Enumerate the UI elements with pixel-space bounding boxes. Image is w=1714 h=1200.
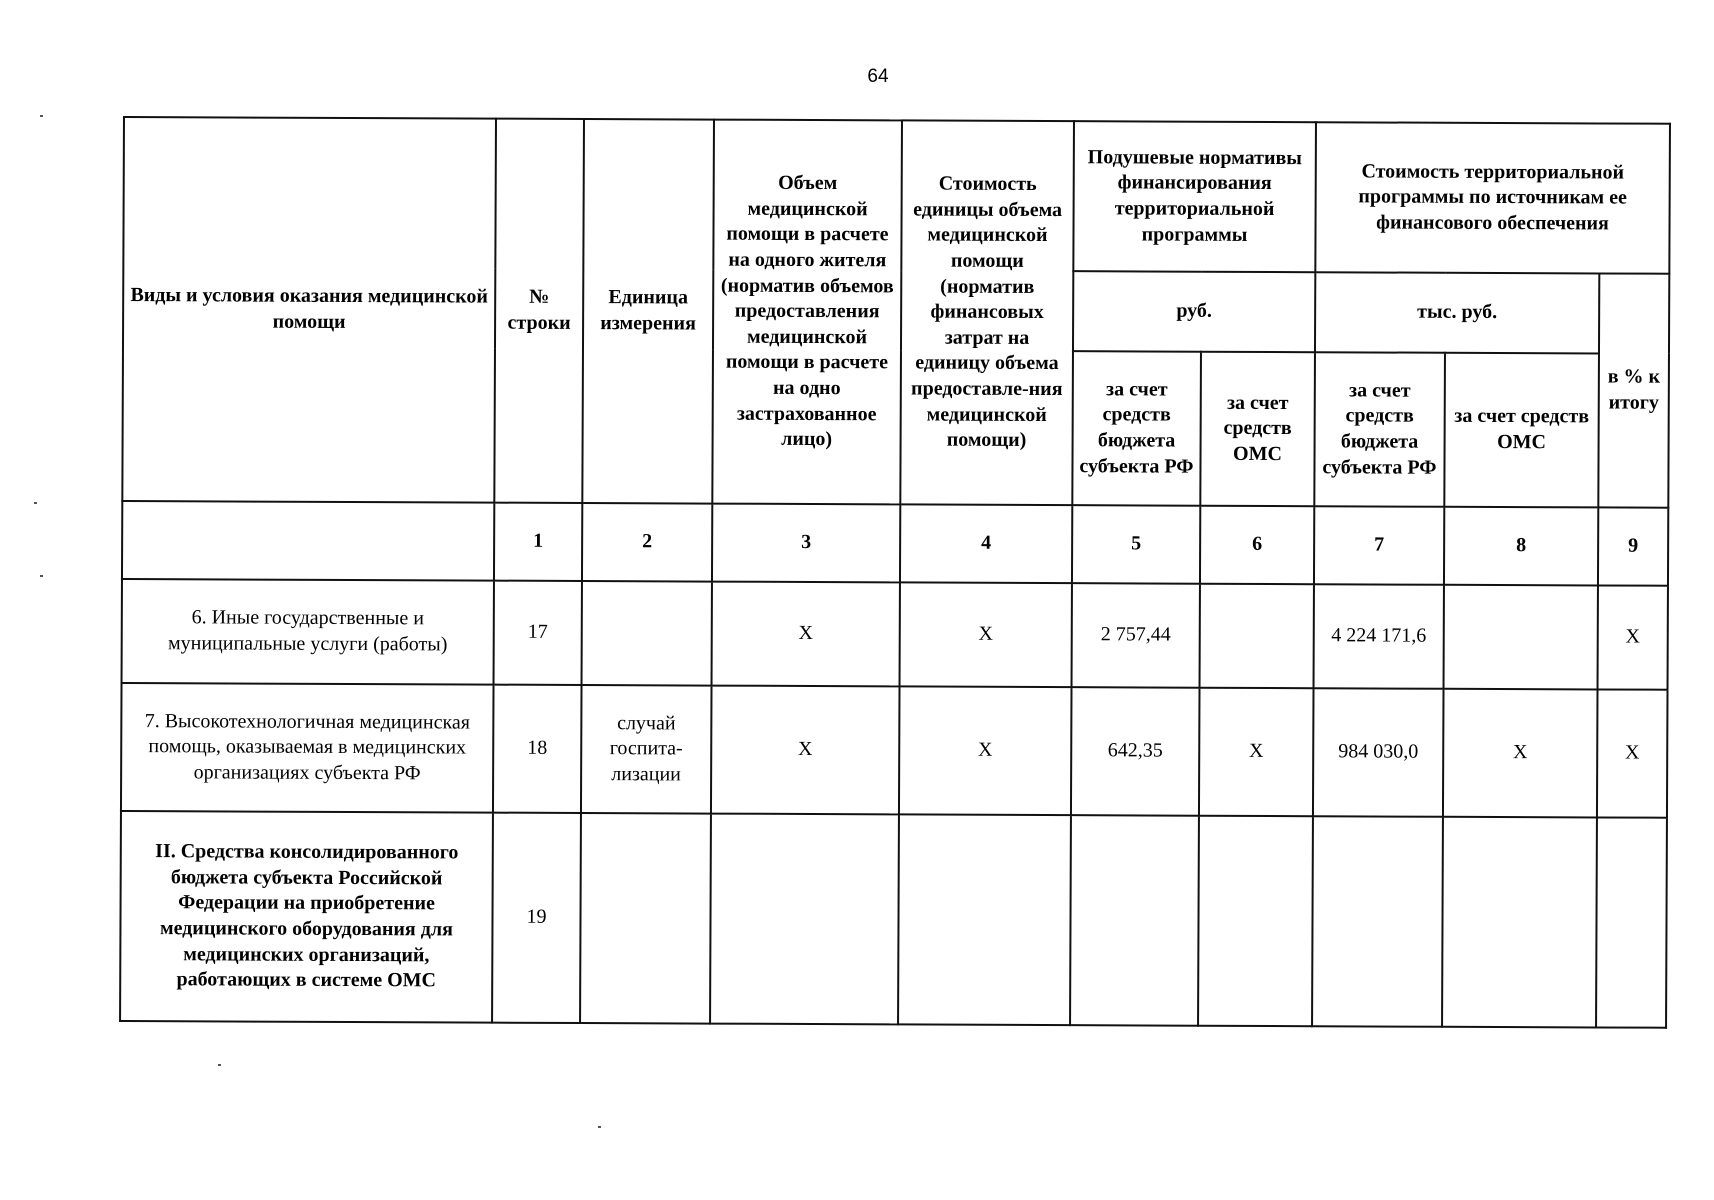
financing-table — [119, 116, 1671, 1029]
row-number: 18 — [493, 685, 582, 813]
header-per-capita-group: Подушевые нормативы финансирования территориальной программы — [1073, 121, 1316, 272]
row-per-capita-oms — [1198, 816, 1313, 1026]
column-number: 2 — [582, 503, 712, 582]
row-percent: Х — [1598, 585, 1668, 689]
row-program-budget — [1312, 816, 1443, 1027]
row-program-oms — [1442, 817, 1597, 1028]
column-number: 9 — [1598, 507, 1668, 585]
table-row — [120, 811, 1667, 1028]
header-types-of-care: Виды и условия оказания медицинской помощи — [122, 117, 496, 503]
row-per-capita-oms: Х — [1199, 688, 1314, 816]
row-unit-cost — [898, 814, 1071, 1025]
header-row-number: № строки — [494, 119, 584, 503]
row-unit-cost: Х — [900, 582, 1072, 687]
row-per-capita-budget: 2 757,44 — [1072, 583, 1200, 688]
row-per-capita-oms — [1200, 584, 1314, 688]
row-program-budget: 4 224 171,6 — [1314, 584, 1444, 689]
scan-speck — [40, 575, 43, 577]
row-program-oms — [1444, 585, 1598, 690]
row-volume — [710, 814, 899, 1025]
row-percent: Х — [1597, 689, 1668, 817]
header-program-cost-group: Стоимость территориальной программы по источникам ее финансового обеспечения — [1315, 122, 1670, 274]
row-number: 17 — [494, 581, 582, 685]
row-number: 19 — [492, 813, 581, 1023]
row-volume: Х — [711, 686, 900, 815]
row-unit — [582, 581, 712, 686]
row-unit — [580, 813, 711, 1024]
header-program-budget: за счет средств бюджета субъекта РФ — [1314, 352, 1445, 507]
row-program-oms: Х — [1443, 689, 1598, 818]
row-volume: Х — [712, 582, 900, 687]
column-number: 4 — [900, 504, 1072, 583]
row-unit-cost: Х — [899, 686, 1072, 815]
header-unit-cost: Стоимость единицы объема медицинской помощи (норматив финансовых затрат на единицу объема предоставле-ния медицинской помощи) — [900, 120, 1074, 505]
column-number: 8 — [1444, 507, 1598, 586]
header-per-capita-budget: за счет средств бюджета субъекта РФ — [1072, 351, 1201, 506]
header-unit-thousand-rub: тыс. руб. — [1315, 272, 1599, 353]
scan-speck — [598, 1126, 601, 1128]
column-number: 5 — [1072, 505, 1200, 584]
column-number: 6 — [1200, 506, 1314, 584]
scan-speck — [34, 502, 37, 504]
column-number: 7 — [1314, 506, 1444, 585]
scan-speck — [40, 115, 43, 117]
header-program-oms: за счет средств ОМС — [1444, 353, 1599, 508]
header-volume: Объем медицинской помощи в расчете на одного жителя (норматив объемов предоставления медицинской помощи в расчете на одно застрахованное лицо) — [712, 120, 902, 505]
page-number: 64 — [867, 66, 889, 87]
row-program-budget: 984 030,0 — [1313, 688, 1444, 817]
row-percent — [1596, 817, 1667, 1027]
header-unit: Единица измерения — [582, 119, 714, 504]
header-unit-rub: руб. — [1073, 271, 1315, 352]
header-percent-of-total: в % к итогу — [1598, 273, 1669, 507]
row-name: II. Средства консолидированного бюджета субъекта Российской Федерации на приобретение медицинского оборудования для медицинских организаций, работающих в системе ОМС — [120, 811, 493, 1023]
table-row — [121, 683, 1668, 818]
row-name: 6. Иные государственные и муниципальные услуги (работы) — [122, 579, 494, 685]
row-per-capita-budget: 642,35 — [1071, 687, 1200, 816]
scan-speck — [218, 1064, 221, 1066]
table-row — [122, 579, 1668, 690]
header-per-capita-oms: за счет средств ОМС — [1200, 352, 1315, 506]
row-name: 7. Высокотехнологичная медицинская помощь, оказываемая в медицинских организациях субъекта РФ — [121, 683, 494, 813]
column-number — [122, 501, 494, 581]
row-per-capita-budget — [1070, 815, 1199, 1026]
column-number: 1 — [494, 503, 582, 581]
row-unit: случай госпита-лизации — [581, 685, 712, 814]
column-number-row — [122, 501, 1668, 586]
column-number: 3 — [712, 504, 900, 583]
